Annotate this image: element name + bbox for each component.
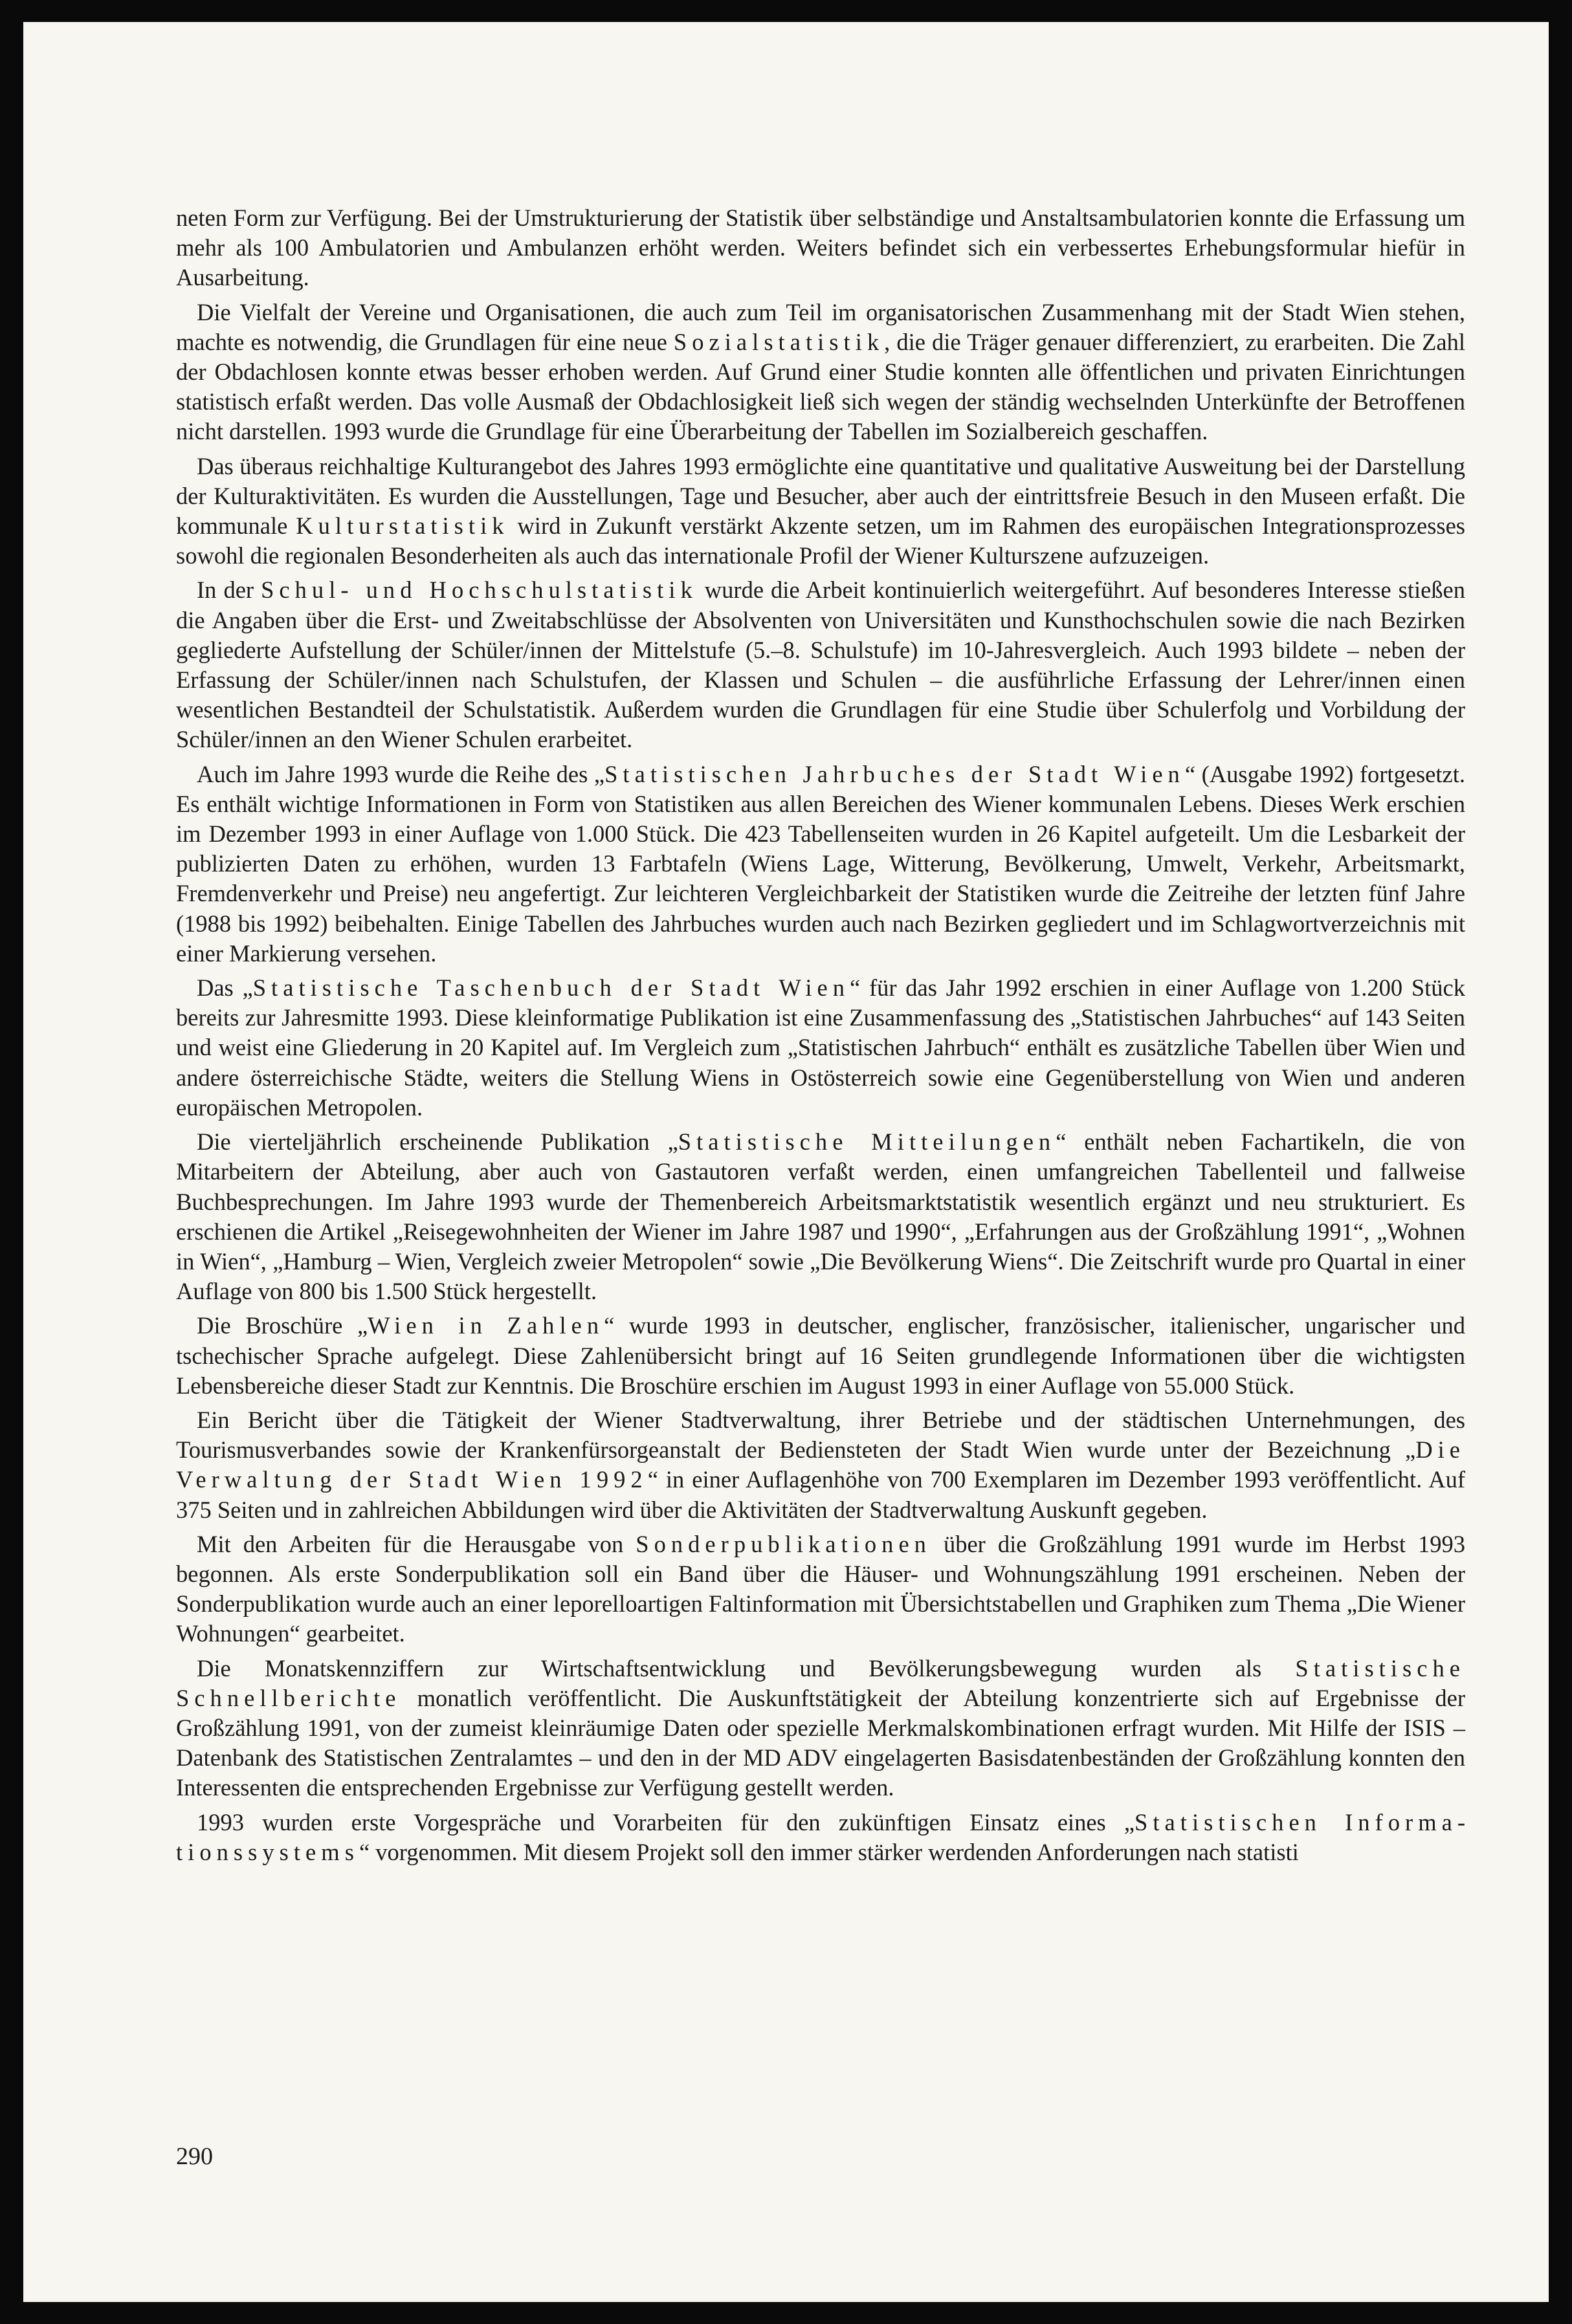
body-text: [176, 203, 1465, 1872]
paragraph: neten Form zur Verfügung. Bei der Umstrukturierung der Statistik über selbständige und Anstaltsambulatorien konnte die Erfassung um mehr als 100 Ambulatorien und Ambulanzen erhöht werden. Weiters befindet sich ein verbessertes Erhebungsformular hiefür in Ausarbeitung.: [176, 204, 1465, 291]
paragraph: Die Vielfalt der Vereine und Organisationen, die auch zum Teil im organisatorischen Zusammenhang mit der Stadt Wien stehen, machte es notwendig, die Grundlagen für eine neue Sozialstatistik, die die Träger genauer differenziert, zu erarbeiten. Die Zahl der Obdachlosen konnte etwas besser erhoben werden. Auf Grund einer Studie konnten alle öffentlichen und privaten Einrichtungen statistisch erfaßt werden. Das volle Ausmaß der Obdachlosigkeit ließ sich wegen der ständig wechselnden Unterkünfte der Betroffenen nicht darstellen. 1993 wurde die Grundlage für eine Überarbeitung der Tabellen im Sozialbereich geschaffen.: [176, 298, 1465, 445]
paragraph: In der Schul- und Hochschulstatistik wurde die Arbeit kontinuierlich weitergeführt. Auf besonderes Interesse stießen die Angaben über die Erst- und Zweitabschlüsse der Absolventen von Universitäten und Kunsthochschulen sowie die nach Bezirken gegliederte Aufstellung der Schüler/innen der Mittelstufe (5.–8. Schulstufe) im 10-Jahresvergleich. Auch 1993 bildete – neben der Erfassung der Schüler/innen nach Schulstufen, der Klassen und Schulen – die ausführliche Erfassung der Lehrer/innen einen wesentlichen Bestandteil der Schulstatistik. Außerdem wurden die Grundlagen für eine Studie über Schulerfolg und Vorbildung der Schüler/innen an den Wiener Schulen erarbeitet.: [176, 576, 1465, 753]
paragraph: Das überaus reichhaltige Kulturangebot des Jahres 1993 ermöglichte eine quantitative und qualitative Ausweitung bei der Darstellung der Kulturaktivitäten. Es wurden die Ausstellungen, Tage und Besucher, aber auch der eintrittsfreie Besuch in den Museen erfaßt. Die kommunale Kulturstatistik wird in Zukunft verstärkt Akzente setzen, um im Rahmen des europäischen Integrationsprozesses sowohl die regionalen Besonderheiten als auch das internationale Profil der Wiener Kulturszene aufzuzeigen.: [176, 452, 1466, 569]
paragraph: Die vierteljährlich erscheinende Publikation „Statistische Mitteilungen“ enthält neben Fachartikeln, die von Mitarbeitern der Abteilung, aber auch von Gastautoren verfaßt werden, einen umfangreichen Tabellenteil und fallweise Buchbesprechungen. Im Jahre 1993 wurde der Themenbereich Arbeitsmarktstatistik wesentlich ergänzt und neu strukturiert. Es erschienen die Artikel „Reisegewohnheiten der Wiener im Jahre 1987 und 1990“, „Erfahrungen aus der Großzählung 1991“, „Wohnen in Wien“, „Hamburg – Wien, Vergleich zweier Metropolen“ sowie „Die Bevölkerung Wiens“. Die Zeitschrift wurde pro Quartal in einer Auflage von 800 bis 1.500 Stück hergestellt.: [176, 1128, 1465, 1305]
paragraph: Das „Statistische Taschenbuch der Stadt Wien“ für das Jahr 1992 erschien in einer Auflage von 1.200 Stück bereits zur Jahresmitte 1993. Diese kleinformatige Publikation ist eine Zusammenfassung des „Statistischen Jahrbuches“ auf 143 Seiten und weist eine Gliederung in 20 Kapitel auf. Im Vergleich zum „Statistischen Jahrbuch“ enthält es zusätzliche Tabellen über Wien und andere österreichische Städte, weiters die Stellung Wiens in Ostösterreich sowie eine Gegenüberstellung von Wien und anderen europäischen Metropolen.: [176, 974, 1465, 1121]
paragraph: Die Monatskennziffern zur Wirtschaftsentwicklung und Bevölkerungsbewegung wurden als Statistische Schnellberichte monatlich veröffentlicht. Die Auskunftstätigkeit der Abteilung konzentrierte sich auf Ergebnisse der Großzählung 1991, von der zumeist kleinräumige Daten oder spezielle Merkmalskombinationen erfragt wurden. Mit Hilfe der ISIS – Datenbank des Statistischen Zentralamtes – und den in der MD ADV eingelagerten Basisdatenbeständen der Großzählung konnten den Interessenten die entsprechenden Ergebnisse zur Verfügung gestellt werden.: [176, 1654, 1465, 1801]
page-number: 290: [176, 2143, 213, 2170]
paragraph: Ein Bericht über die Tätigkeit der Wiener Stadtverwaltung, ihrer Betriebe und der städtischen Unternehmungen, des Tourismusverbandes sowie der Krankenfürsorgeanstalt der Bediensteten der Stadt Wien wurde unter der Bezeichnung „Die Verwaltung der Stadt Wien 1992“ in einer Auflagenhöhe von 700 Exemplaren im Dezember 1993 veröffentlicht. Auf 375 Seiten und in zahlreichen Abbildungen wird über die Aktivitäten der Stadtverwaltung Auskunft gegeben.: [176, 1406, 1466, 1523]
paragraph: Mit den Arbeiten für die Herausgabe von Sonderpublikationen über die Großzählung 1991 wurde im Herbst 1993 begonnen. Als erste Sonderpublikation soll ein Band über die Häuser- und Wohnungszählung 1991 erscheinen. Neben der Sonderpublikation wurde auch an einer leporelloartigen Faltinformation mit Übersichtstabellen und Graphiken zum Thema „Die Wiener Wohnungen“ gearbeitet.: [176, 1530, 1465, 1647]
document-page: [23, 22, 1549, 2302]
paragraph: 1993 wurden erste Vorgespräche und Vorarbeiten für den zukünftigen Einsatz eines „Statistischen Informationssystems“ vorgenommen. Mit diesem Projekt soll den immer stärker werdenden Anforderungen nach statisti: [176, 1808, 1466, 1865]
paragraph: Auch im Jahre 1993 wurde die Reihe des „Statistischen Jahrbuches der Stadt Wien“ (Ausgabe 1992) fortgesetzt. Es enthält wichtige Informationen in Form von Statistiken aus allen Bereichen des Wiener kommunalen Lebens. Dieses Werk erschien im Dezember 1993 in einer Auflage von 1.000 Stück. Die 423 Tabellenseiten wurden in 26 Kapitel aufgeteilt. Um die Lesbarkeit der publizierten Daten zu erhöhen, wurden 13 Farbtafeln (Wiens Lage, Witterung, Bevölkerung, Umwelt, Verkehr, Arbeitsmarkt, Fremdenverkehr und Preise) neu angefertigt. Zur leichteren Vergleichbarkeit der Statistiken wurde die Zeitreihe der letzten fünf Jahre (1988 bis 1992) beibehalten. Einige Tabellen des Jahrbuches wurden auch nach Bezirken gegliedert und im Schlagwortverzeichnis mit einer Markierung versehen.: [176, 760, 1465, 967]
paragraph: Die Broschüre „Wien in Zahlen“ wurde 1993 in deutscher, englischer, französischer, italienischer, ungarischer und tschechischer Sprache aufgelegt. Diese Zahlenübersicht bringt auf 16 Seiten grundlegende Informationen über die wichtigsten Lebensbereiche dieser Stadt zur Kenntnis. Die Broschüre erschien im August 1993 in einer Auflage von 55.000 Stück.: [176, 1312, 1465, 1399]
